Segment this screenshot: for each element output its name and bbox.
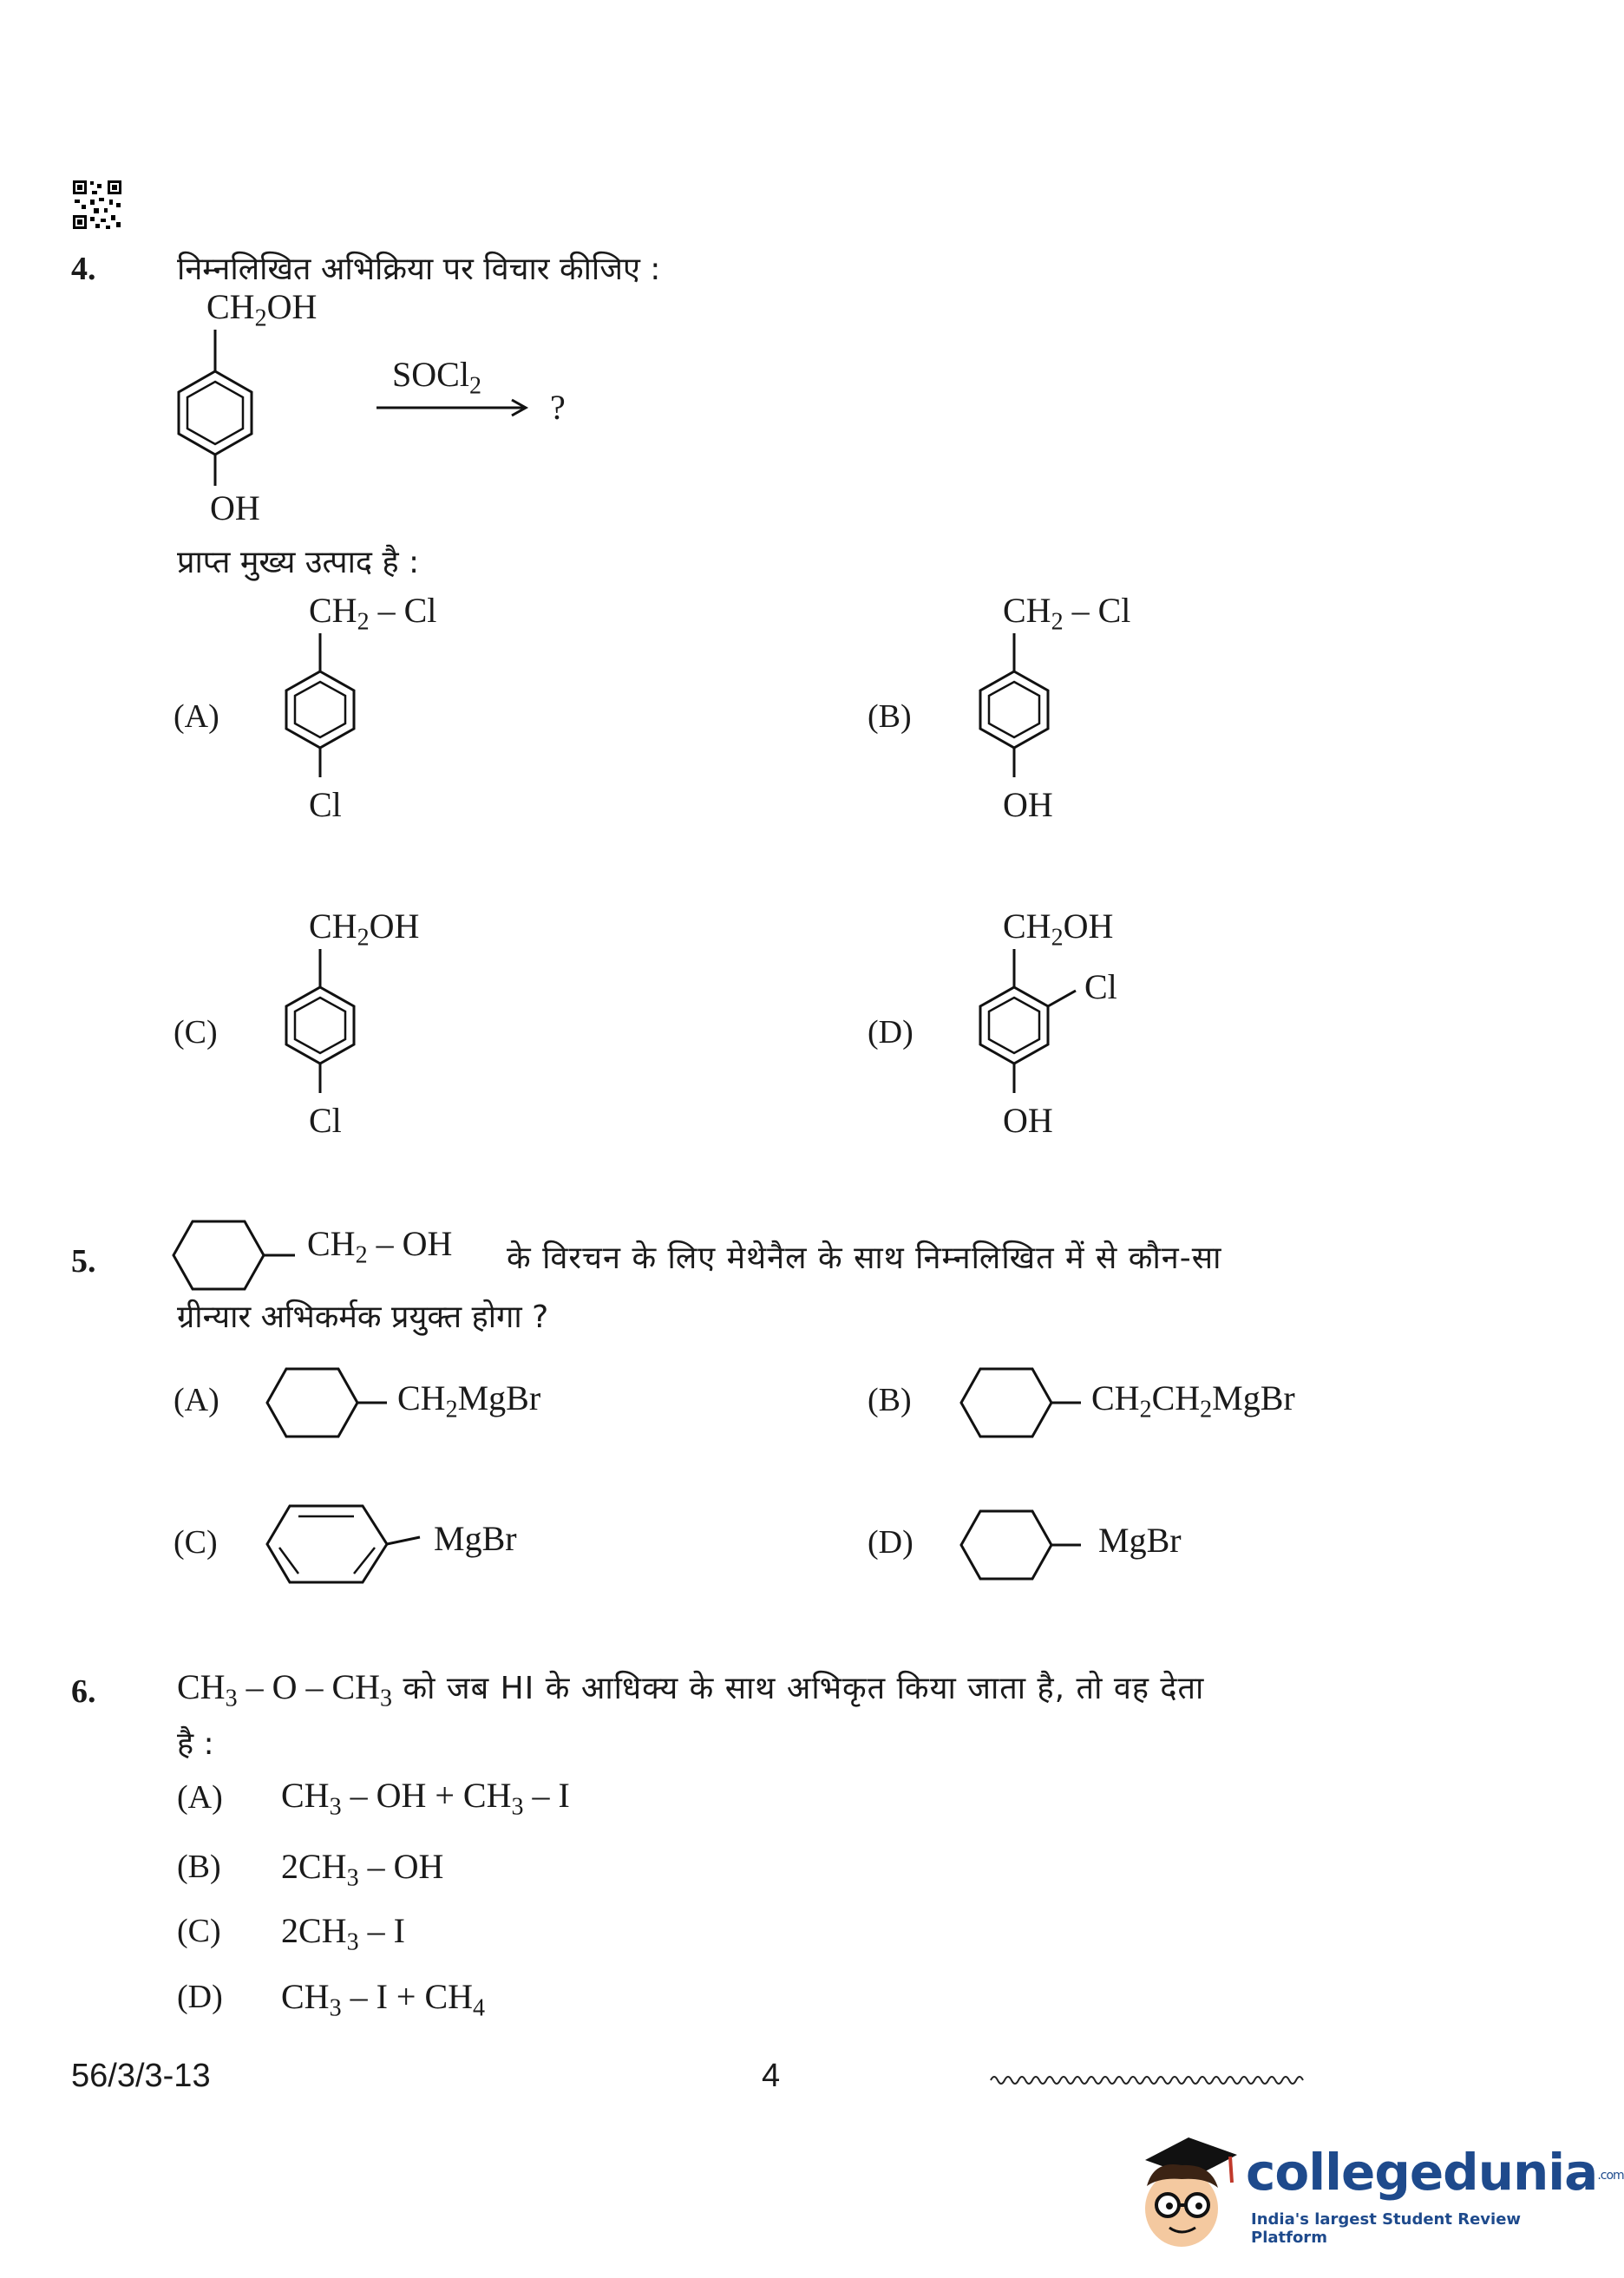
- option-label-b: (B): [868, 698, 912, 735]
- reaction-arrow-icon: [377, 397, 533, 418]
- option-label-d: (D): [868, 1014, 914, 1051]
- option-b-formula: $2CH_3$ – OH: [281, 1847, 444, 1892]
- option-c-benzene-ring-icon: [267, 1502, 432, 1586]
- option-label-a: (A): [177, 1779, 223, 1816]
- brand-tagline: India's largest Student Review Platform: [1251, 2210, 1522, 2247]
- reactant-top-group: $CH_2OH$: [206, 287, 318, 332]
- option-a-group: $CH_2MgBr$: [397, 1378, 541, 1424]
- option-a-formula: $CH_3$ – OH + $CH_3$ – I: [281, 1776, 570, 1821]
- option-label-a: (A): [174, 1382, 219, 1418]
- option-label-b: (B): [177, 1849, 221, 1885]
- reagent-label: SOCl$_2$: [392, 355, 481, 400]
- question-stem-continued: ग्रीन्यार अभिकर्मक प्रयुक्त होगा ?: [177, 1299, 549, 1335]
- option-c-group: MgBr: [434, 1519, 517, 1558]
- option-label-a: (A): [174, 698, 219, 735]
- question-stem: के विरचन के लिए मेथेनैल के साथ निम्नलिखित में से कौन-सा: [507, 1240, 1222, 1276]
- option-c-top-group: $CH_2OH$: [309, 907, 420, 952]
- brand-name: collegedunia.com: [1246, 2143, 1624, 2202]
- option-a-top-group: $CH_2$ – Cl: [309, 591, 437, 636]
- question-number: 6.: [71, 1673, 96, 1710]
- cyclohexane-ring-icon: [174, 1218, 312, 1293]
- option-label-b: (B): [868, 1382, 912, 1418]
- option-label-d: (D): [177, 1979, 223, 2015]
- option-c-bottom-group: Cl: [309, 1101, 342, 1140]
- option-d-top-group: $CH_2OH$: [1003, 907, 1114, 952]
- question-number: 5.: [71, 1243, 96, 1280]
- option-a-benzene-ring-icon: [281, 633, 359, 789]
- option-b-group: $CH_2CH_2MgBr$: [1091, 1378, 1295, 1424]
- option-label-d: (D): [868, 1524, 914, 1561]
- question-number: 4.: [71, 251, 96, 287]
- wavy-line-icon: [991, 2072, 1303, 2089]
- student-mascot-icon: [1128, 2125, 1241, 2255]
- option-d-side-group: Cl: [1084, 967, 1117, 1006]
- question-stem-continued: है :: [177, 1726, 214, 1762]
- option-d-bottom-group: OH: [1003, 1101, 1053, 1140]
- option-a-bottom-group: Cl: [309, 785, 342, 824]
- option-d-group: MgBr: [1098, 1521, 1182, 1560]
- option-d-cyclohexane-ring-icon: [961, 1508, 1091, 1582]
- page-number: 4: [762, 2058, 781, 2094]
- qr-code-icon: [71, 179, 123, 231]
- option-label-c: (C): [174, 1524, 218, 1561]
- question-stem-group: $CH_2$ – OH: [307, 1224, 453, 1269]
- option-label-c: (C): [174, 1014, 218, 1051]
- question-stem: $CH_3$ – O – $CH_3$ को जब HI के आधिक्य के साथ अभिकृत किया जाता है, तो वह देता: [177, 1667, 1205, 1712]
- option-d-benzene-ring-icon: [975, 949, 1097, 1105]
- paper-code: 56/3/3-13: [71, 2058, 211, 2094]
- option-c-benzene-ring-icon: [281, 949, 359, 1105]
- reactant-bottom-group: OH: [210, 488, 260, 527]
- option-b-benzene-ring-icon: [975, 633, 1053, 789]
- product-placeholder: ?: [550, 388, 566, 427]
- option-b-top-group: $CH_2$ – Cl: [1003, 591, 1131, 636]
- question-prompt: प्राप्त मुख्य उत्पाद है :: [177, 545, 420, 580]
- option-c-formula: $2CH_3$ – I: [281, 1911, 405, 1956]
- question-stem: निम्नलिखित अभिक्रिया पर विचार कीजिए :: [177, 252, 661, 287]
- option-b-bottom-group: OH: [1003, 785, 1053, 824]
- benzene-ring-icon: [174, 330, 257, 503]
- option-d-formula: $CH_3 - I + CH_4$: [281, 1977, 486, 2022]
- option-a-cyclohexane-ring-icon: [267, 1365, 397, 1440]
- option-b-cyclohexane-ring-icon: [961, 1365, 1091, 1440]
- option-label-c: (C): [177, 1913, 221, 1949]
